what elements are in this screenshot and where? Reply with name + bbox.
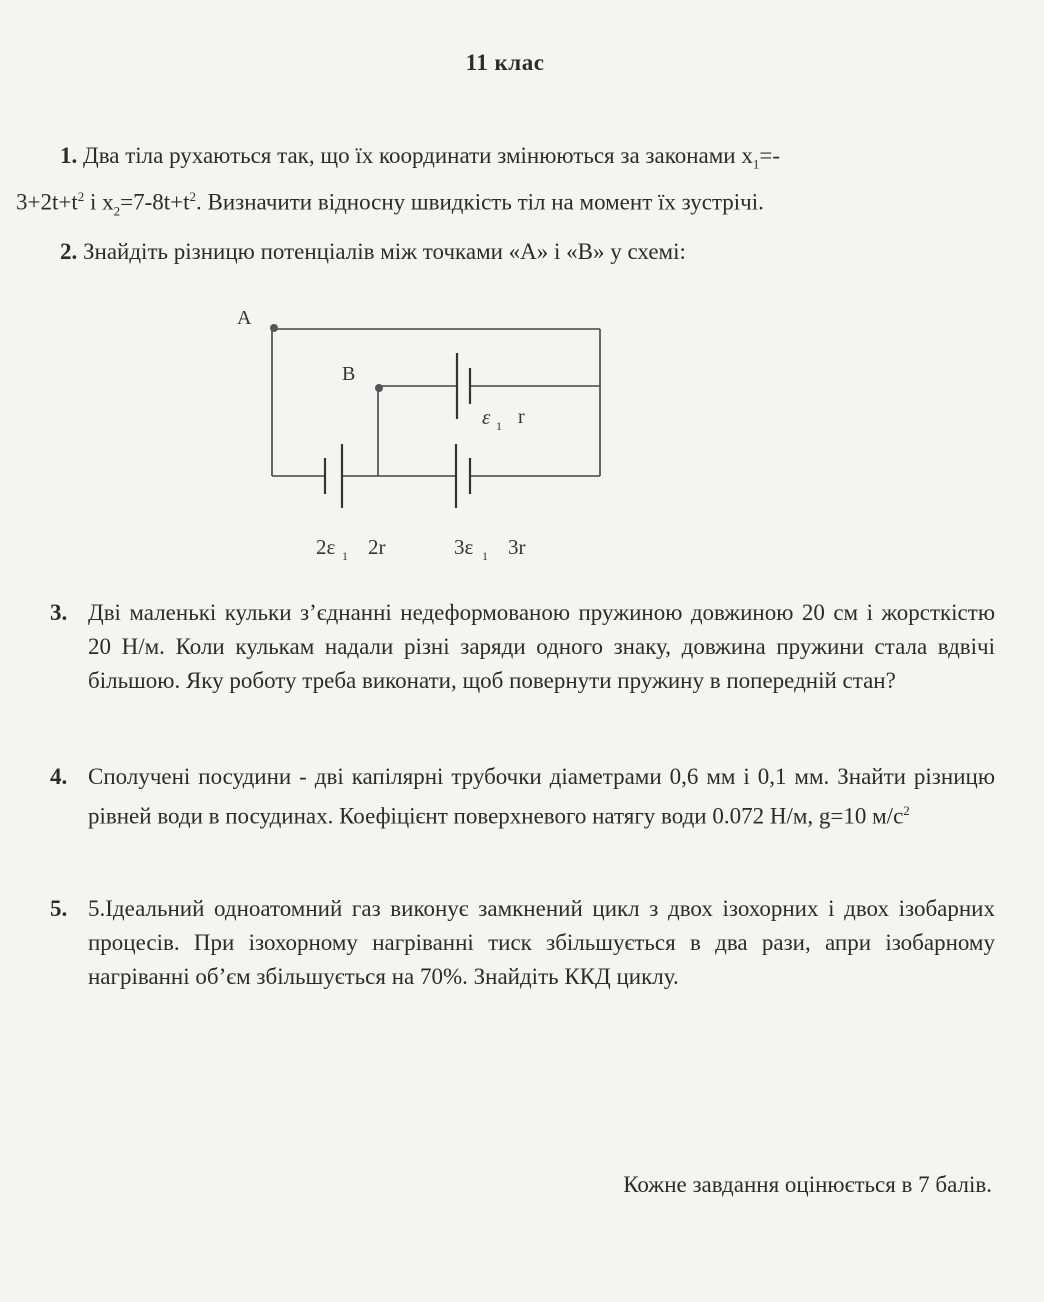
problem-5 [50, 892, 995, 994]
problem-3-number: 3. [50, 600, 68, 625]
problem-1 [16, 140, 1000, 227]
circuit-diagram [220, 298, 620, 568]
label-emf-right: 3ε [454, 535, 474, 559]
problem-5-number: 5. [50, 896, 68, 921]
label-emf-left-sub: 1 [342, 549, 348, 563]
label-r-left: 2r [368, 535, 386, 559]
battery-right [456, 444, 470, 508]
problem-5-text: 5.Ідеальний одноатомний газ виконує замкнений цикл з двох ізохорних і двох ізобарних процесів. При ізохорному нагріванні тиск збільшується в два рази, апри ізобарному нагріванні об’єм збільшується на 70%. Знайдіть ККД циклу. [88, 896, 995, 989]
label-r-top: r [518, 406, 525, 428]
problem-3-text: Дві маленькі кульки з’єднанні недеформованою пружиною довжиною 20 см і жорсткістю 20 Н/м. Коли кулькам надали різні заряди одного знаку, довжина пружини стала вдвічі більшою. Яку роботу треба виконати, щоб повернути пружину в попередній стан? [88, 600, 995, 693]
problem-1-sub1: 1 [752, 156, 760, 172]
problem-1-sub2: 2 [113, 202, 121, 218]
problem-1-text-a: Два тіла рухаються так, що їх координати змінюються за законами x [77, 143, 753, 168]
problem-1-text-e: =7-8t+t [120, 189, 190, 215]
label-a: A [237, 307, 252, 329]
problem-1-sup1: 2 [77, 188, 85, 204]
point-b-dot [375, 384, 383, 392]
grading-note: Кожне завдання оцінюється в 7 балів. [623, 1172, 992, 1197]
label-r-right: 3r [508, 535, 526, 559]
problem-2-number: 2. [60, 239, 78, 264]
label-emf-left: 2ε [316, 535, 336, 559]
page-title: 11 клас [465, 50, 545, 75]
problem-4 [50, 760, 995, 834]
battery-top [457, 353, 470, 419]
label-emf-top-sub: 1 [496, 419, 502, 433]
problem-1-number: 1. [60, 143, 78, 168]
problem-1-text-c: 3+2t+t [16, 189, 78, 215]
problem-1-text-b: =- [759, 143, 780, 168]
point-a-dot [270, 324, 278, 332]
label-b: B [342, 363, 356, 385]
problem-2-text: Знайдіть різницю потенціалів між точками «А» і «В» у схемі: [77, 239, 686, 264]
problem-1-sup2: 2 [189, 188, 197, 204]
problem-1-text-f: . Визначити відносну швидкість тіл на момент їх зустрічі. [196, 189, 764, 215]
problem-4-number: 4. [50, 764, 68, 789]
problem-1-text-d: і x [84, 189, 114, 215]
label-emf-top: ε [482, 405, 491, 429]
problem-4-sup: 2 [903, 803, 910, 818]
problem-2 [60, 236, 1000, 268]
problem-3 [50, 596, 995, 698]
label-emf-right-sub: 1 [482, 549, 488, 563]
battery-left [325, 444, 342, 508]
problem-4-text: Сполучені посудини - дві капілярні трубочки діаметрами 0,6 мм і 0,1 мм. Знайти різницю рівней води в посудинах. Коефіцієнт поверхневого натягу води 0.072 Н/м, g=10 м/с [88, 764, 995, 829]
